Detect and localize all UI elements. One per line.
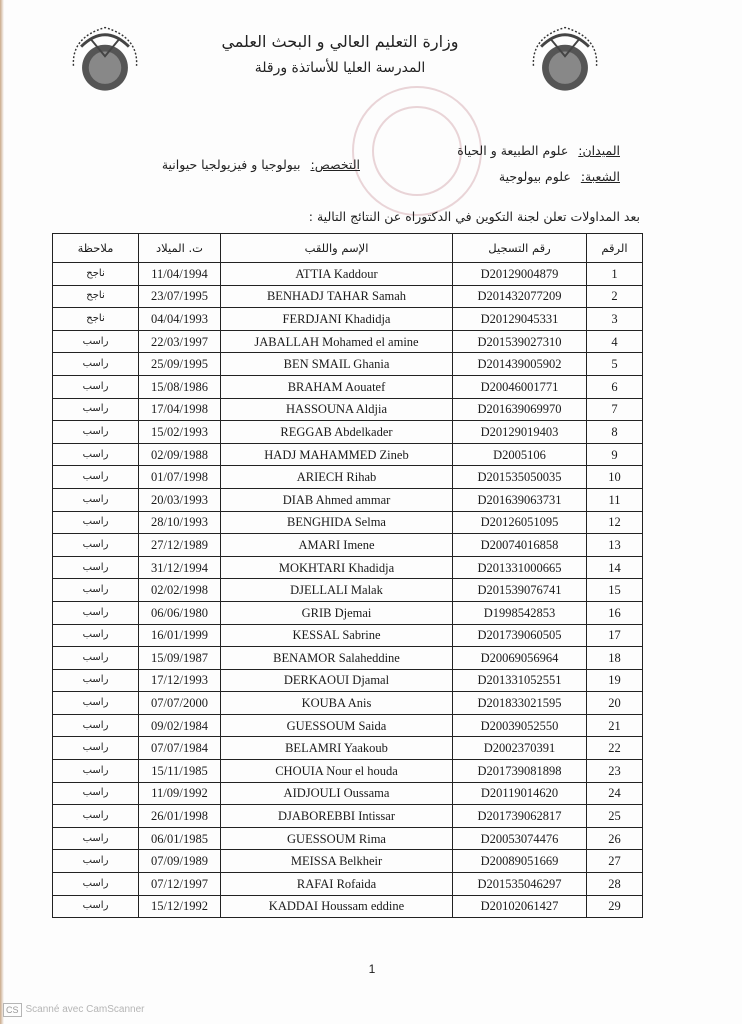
row-registration: D20074016858 (453, 534, 587, 557)
row-dob: 16/01/1999 (139, 624, 221, 647)
row-registration: D20126051095 (453, 511, 587, 534)
school-emblem-icon (62, 18, 148, 104)
table-row (53, 692, 643, 715)
row-number: 12 (587, 511, 643, 534)
row-note: راسب (53, 895, 139, 918)
branch-field (480, 168, 620, 186)
row-number: 7 (587, 398, 643, 421)
row-name: DJELLALI Malak (221, 579, 453, 602)
row-dob: 07/07/2000 (139, 692, 221, 715)
row-name: DERKAOUI Djamal (221, 669, 453, 692)
row-number: 25 (587, 805, 643, 828)
row-registration: D20089051669 (453, 850, 587, 873)
official-stamp-inner (372, 106, 462, 196)
table-row (53, 285, 643, 308)
row-note: راسب (53, 601, 139, 624)
row-dob: 15/12/1992 (139, 895, 221, 918)
table-row (53, 895, 643, 918)
table-row (53, 601, 643, 624)
row-note: راسب (53, 488, 139, 511)
table-row (53, 556, 643, 579)
row-registration: D201432077209 (453, 285, 587, 308)
row-registration: D201739062817 (453, 805, 587, 828)
table-row (53, 263, 643, 286)
row-number: 1 (587, 263, 643, 286)
table-row (53, 375, 643, 398)
row-registration: D20053074476 (453, 827, 587, 850)
table-row (53, 353, 643, 376)
row-name: KOUBA Anis (221, 692, 453, 715)
row-dob: 15/08/1986 (139, 375, 221, 398)
row-registration: D2005106 (453, 443, 587, 466)
row-name: FERDJANI Khadidja (221, 308, 453, 331)
row-number: 27 (587, 850, 643, 873)
row-name: MOKHTARI Khadidja (221, 556, 453, 579)
row-note: راسب (53, 714, 139, 737)
row-name: BELAMRI Yaakoub (221, 737, 453, 760)
row-dob: 11/04/1994 (139, 263, 221, 286)
row-number: 20 (587, 692, 643, 715)
row-registration: D201739060505 (453, 624, 587, 647)
row-registration: D201331052551 (453, 669, 587, 692)
row-number: 29 (587, 895, 643, 918)
row-number: 3 (587, 308, 643, 331)
row-registration: D20129019403 (453, 421, 587, 444)
row-name: DIAB Ahmed ammar (221, 488, 453, 511)
row-note: راسب (53, 511, 139, 534)
row-number: 10 (587, 466, 643, 489)
table-row (53, 737, 643, 760)
row-number: 21 (587, 714, 643, 737)
row-dob: 31/12/1994 (139, 556, 221, 579)
row-name: BENGHIDA Selma (221, 511, 453, 534)
table-row (53, 850, 643, 873)
table-row (53, 488, 643, 511)
specialty-value: بيولوجيا و فيزيولجيا حيوانية (161, 157, 301, 172)
school-title: المدرسة العليا للأساتذة ورقلة (254, 60, 426, 76)
table-row (53, 330, 643, 353)
row-name: HADJ MAHAMMED Zineb (221, 443, 453, 466)
page-number: 1 (368, 962, 376, 976)
page-edge-shadow (0, 0, 4, 1024)
row-note: راسب (53, 827, 139, 850)
row-note: راسب (53, 850, 139, 873)
row-dob: 07/09/1989 (139, 850, 221, 873)
row-note: ناجح (53, 285, 139, 308)
row-registration: D201331000665 (453, 556, 587, 579)
row-dob: 04/04/1993 (139, 308, 221, 331)
row-registration: D20046001771 (453, 375, 587, 398)
row-registration: D201539027310 (453, 330, 587, 353)
row-number: 18 (587, 647, 643, 670)
scanner-watermark (3, 1003, 144, 1017)
row-name: BEN SMAIL Ghania (221, 353, 453, 376)
row-note: راسب (53, 760, 139, 783)
row-number: 26 (587, 827, 643, 850)
row-registration: D201833021595 (453, 692, 587, 715)
row-dob: 28/10/1993 (139, 511, 221, 534)
row-note: راسب (53, 421, 139, 444)
intro-text: بعد المداولات تعلن لجنة التكوين في الدكتوراه عن النتائج التالية : (308, 209, 640, 224)
table-header-row (53, 234, 643, 263)
specialty-label: التخصص: (310, 157, 360, 172)
row-registration: D20069056964 (453, 647, 587, 670)
row-note: راسب (53, 375, 139, 398)
row-number: 15 (587, 579, 643, 602)
row-dob: 07/07/1984 (139, 737, 221, 760)
row-name: GUESSOUM Rima (221, 827, 453, 850)
row-number: 19 (587, 669, 643, 692)
camscanner-icon: CS (3, 1003, 22, 1017)
row-note: راسب (53, 398, 139, 421)
row-name: BRAHAM Aouatef (221, 375, 453, 398)
row-name: JABALLAH Mohamed el amine (221, 330, 453, 353)
domain-label: الميدان: (578, 143, 620, 158)
row-note: راسب (53, 805, 139, 828)
domain-value: علوم الطبيعة و الحياة (457, 143, 569, 158)
row-dob: 11/09/1992 (139, 782, 221, 805)
table-row (53, 421, 643, 444)
branch-value: علوم بيولوجية (498, 169, 571, 184)
row-number: 6 (587, 375, 643, 398)
header-number: الرقم (587, 234, 643, 263)
row-name: GRIB Djemai (221, 601, 453, 624)
row-dob: 26/01/1998 (139, 805, 221, 828)
row-number: 24 (587, 782, 643, 805)
domain-field (457, 142, 620, 160)
row-note: راسب (53, 669, 139, 692)
row-note: راسب (53, 330, 139, 353)
table-row (53, 511, 643, 534)
scanner-text: Scanné avec CamScanner (25, 1004, 145, 1015)
row-dob: 20/03/1993 (139, 488, 221, 511)
row-registration: D201639063731 (453, 488, 587, 511)
row-dob: 07/12/1997 (139, 873, 221, 896)
row-name: BENAMOR Salaheddine (221, 647, 453, 670)
row-dob: 06/01/1985 (139, 827, 221, 850)
row-dob: 15/02/1993 (139, 421, 221, 444)
branch-label: الشعبة: (580, 169, 620, 184)
row-name: AIDJOULI Oussama (221, 782, 453, 805)
table-row (53, 534, 643, 557)
table-row (53, 805, 643, 828)
row-note: راسب (53, 534, 139, 557)
row-registration: D2002370391 (453, 737, 587, 760)
row-note: ناجح (53, 308, 139, 331)
row-name: GUESSOUM Saida (221, 714, 453, 737)
row-dob: 02/09/1988 (139, 443, 221, 466)
row-name: CHOUIA Nour el houda (221, 760, 453, 783)
row-name: ARIECH Rihab (221, 466, 453, 489)
row-name: ATTIA Kaddour (221, 263, 453, 286)
row-note: راسب (53, 579, 139, 602)
row-note: راسب (53, 782, 139, 805)
row-dob: 09/02/1984 (139, 714, 221, 737)
row-name: KESSAL Sabrine (221, 624, 453, 647)
row-note: ناجح (53, 263, 139, 286)
row-number: 11 (587, 488, 643, 511)
header-registration: رقم التسجيل (453, 234, 587, 263)
row-dob: 17/04/1998 (139, 398, 221, 421)
row-note: راسب (53, 443, 139, 466)
row-dob: 15/09/1987 (139, 647, 221, 670)
row-dob: 06/06/1980 (139, 601, 221, 624)
table-row (53, 782, 643, 805)
results-table-body (53, 263, 643, 918)
row-dob: 23/07/1995 (139, 285, 221, 308)
table-row (53, 647, 643, 670)
row-number: 28 (587, 873, 643, 896)
row-note: راسب (53, 624, 139, 647)
table-row (53, 443, 643, 466)
row-dob: 15/11/1985 (139, 760, 221, 783)
row-dob: 17/12/1993 (139, 669, 221, 692)
row-dob: 02/02/1998 (139, 579, 221, 602)
row-number: 4 (587, 330, 643, 353)
header-note: ملاحظة (53, 234, 139, 263)
row-name: HASSOUNA Aldjia (221, 398, 453, 421)
row-dob: 22/03/1997 (139, 330, 221, 353)
row-registration: D201639069970 (453, 398, 587, 421)
header-dob: ت. الميلاد (139, 234, 221, 263)
row-registration: D201439005902 (453, 353, 587, 376)
row-registration: D20129045331 (453, 308, 587, 331)
row-note: راسب (53, 647, 139, 670)
row-registration: D1998542853 (453, 601, 587, 624)
row-number: 22 (587, 737, 643, 760)
row-registration: D20039052550 (453, 714, 587, 737)
row-number: 17 (587, 624, 643, 647)
row-number: 9 (587, 443, 643, 466)
row-number: 14 (587, 556, 643, 579)
table-row (53, 579, 643, 602)
row-dob: 27/12/1989 (139, 534, 221, 557)
row-name: MEISSA Belkheir (221, 850, 453, 873)
row-note: راسب (53, 556, 139, 579)
row-name: AMARI Imene (221, 534, 453, 557)
row-number: 2 (587, 285, 643, 308)
row-registration: D20129004879 (453, 263, 587, 286)
table-row (53, 624, 643, 647)
row-registration: D201535046297 (453, 873, 587, 896)
row-number: 13 (587, 534, 643, 557)
row-number: 8 (587, 421, 643, 444)
school-emblem-icon (522, 18, 608, 104)
table-row (53, 466, 643, 489)
row-note: راسب (53, 873, 139, 896)
row-name: BENHADJ TAHAR Samah (221, 285, 453, 308)
row-name: KADDAI Houssam eddine (221, 895, 453, 918)
table-row (53, 873, 643, 896)
table-row (53, 827, 643, 850)
row-registration: D201539076741 (453, 579, 587, 602)
specialty-field (130, 156, 360, 174)
table-row (53, 669, 643, 692)
row-number: 16 (587, 601, 643, 624)
table-row (53, 308, 643, 331)
row-note: راسب (53, 737, 139, 760)
table-row (53, 714, 643, 737)
row-dob: 01/07/1998 (139, 466, 221, 489)
row-name: RAFAI Rofaida (221, 873, 453, 896)
table-row (53, 398, 643, 421)
row-number: 23 (587, 760, 643, 783)
row-dob: 25/09/1995 (139, 353, 221, 376)
row-registration: D20119014620 (453, 782, 587, 805)
row-registration: D20102061427 (453, 895, 587, 918)
row-registration: D201739081898 (453, 760, 587, 783)
row-name: REGGAB Abdelkader (221, 421, 453, 444)
row-name: DJABOREBBI Intissar (221, 805, 453, 828)
header-name: الإسم واللقب (221, 234, 453, 263)
row-registration: D201535050035 (453, 466, 587, 489)
ministry-title: وزارة التعليم العالي و البحث العلمي (221, 32, 459, 51)
table-row (53, 760, 643, 783)
row-note: راسب (53, 353, 139, 376)
results-table (52, 233, 643, 918)
row-note: راسب (53, 466, 139, 489)
row-note: راسب (53, 692, 139, 715)
row-number: 5 (587, 353, 643, 376)
